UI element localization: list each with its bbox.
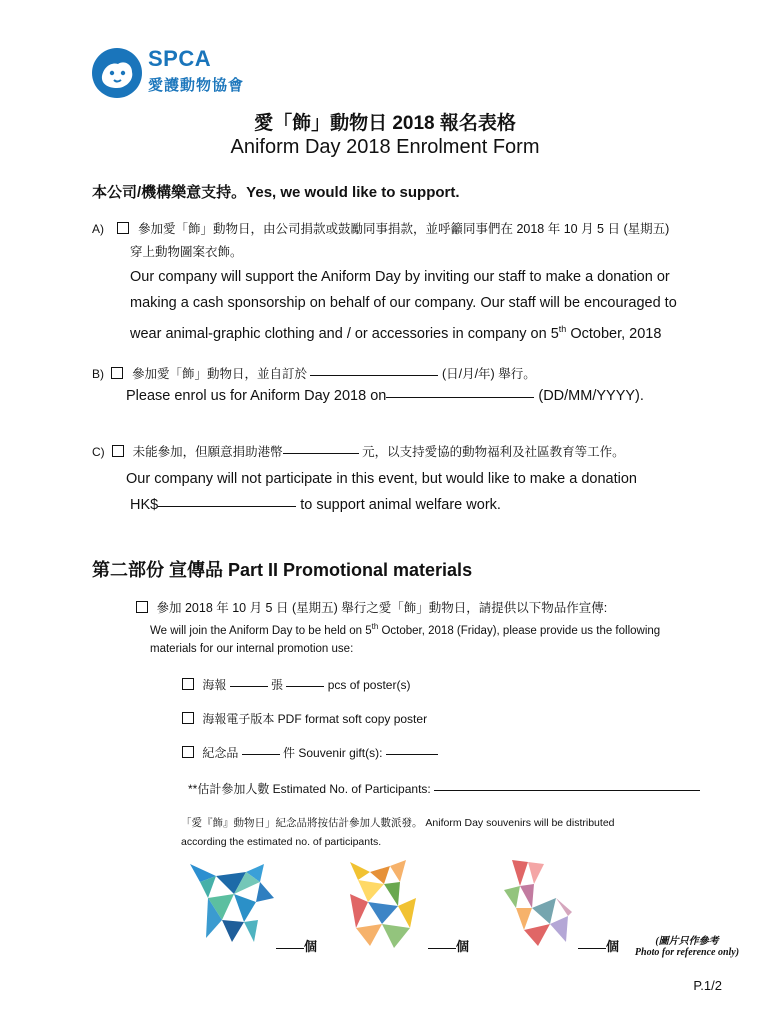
option-b-letter: B) xyxy=(92,367,104,381)
dog-souvenir-image xyxy=(186,858,278,948)
option-b-date-field-zh[interactable] xyxy=(310,375,438,376)
option-b-zh-b: (日/月/年) 舉行。 xyxy=(441,367,536,381)
souvenir-note-2: according the estimated no. of participants. xyxy=(181,836,382,848)
option-a-zh-2: 穿上動物圖案衣飾。 xyxy=(130,245,243,259)
dog-count xyxy=(276,936,317,955)
option-c-amount-field-en[interactable] xyxy=(158,506,296,507)
rabbit-count-unit: 個 xyxy=(606,939,620,954)
spca-logo-icon xyxy=(90,46,144,100)
option-a-en-3sup: th xyxy=(558,324,567,334)
cat-count-field[interactable] xyxy=(428,948,456,949)
option-c-en-2 xyxy=(126,492,637,518)
page-number: P.1/2 xyxy=(693,978,722,993)
spca-logo xyxy=(90,46,250,102)
option-a-checkbox[interactable] xyxy=(117,222,129,234)
part2-join-checkbox[interactable] xyxy=(136,601,148,613)
part2-intro-en-2: materials for our internal promotion use: xyxy=(150,642,354,655)
poster-pcs-field[interactable] xyxy=(286,686,324,687)
souvenir-label: 紀念品 xyxy=(202,746,239,760)
option-b-en-b: (DD/MM/YYYY). xyxy=(538,388,644,404)
part2-intro-en-1 xyxy=(150,618,660,640)
photo-reference-note xyxy=(632,932,742,958)
option-b-date-field-en[interactable] xyxy=(386,397,534,398)
part2-intro-en-1b: October, 2018 (Friday), please provide us the following xyxy=(378,624,661,637)
poster-checkbox[interactable] xyxy=(182,678,194,690)
title-zh: 愛「飾」動物日 2018 報名表格 xyxy=(254,113,516,134)
souvenir-gift-field[interactable] xyxy=(386,754,438,755)
poster-count-field[interactable] xyxy=(230,686,268,687)
part2-intro-zh-line xyxy=(136,598,607,616)
option-c-en xyxy=(126,466,637,518)
option-b-en-line xyxy=(126,388,644,404)
souvenir-line xyxy=(182,744,438,761)
option-c-checkbox[interactable] xyxy=(112,445,124,457)
option-a-en-2: making a cash sponsorship on behalf of our company. Our staff will be encouraged to xyxy=(130,295,677,311)
rabbit-count xyxy=(578,936,619,955)
participants-label: **估計參加人數 Estimated No. of Participants: xyxy=(188,782,431,796)
dog-count-unit: 個 xyxy=(304,939,318,954)
option-a-en-1: Our company will support the Aniform Day by inviting our staff to make a donation or xyxy=(130,269,670,285)
photo-reference-en: Photo for reference only) xyxy=(634,947,740,958)
option-b-checkbox[interactable] xyxy=(111,367,123,379)
cat-count xyxy=(428,936,469,955)
participants-line xyxy=(188,780,700,797)
option-b-zh-a: 參加愛「飾」動物日，並自訂於 xyxy=(131,367,307,381)
softcopy-line xyxy=(182,710,427,727)
option-a-en-3b: October, 2018 xyxy=(566,325,662,342)
softcopy-checkbox[interactable] xyxy=(182,712,194,724)
title-en: Aniform Day 2018 Enrolment Form xyxy=(230,136,540,158)
option-c-amount-field-zh[interactable] xyxy=(283,453,359,454)
option-c-en-2a: HK$ xyxy=(130,497,159,513)
option-a-line1 xyxy=(92,219,669,237)
souvenir-count-field[interactable] xyxy=(242,754,280,755)
souvenir-checkbox[interactable] xyxy=(182,746,194,758)
souvenir-unit: 件 Souvenir gift(s): xyxy=(283,746,383,760)
poster-en: pcs of poster(s) xyxy=(327,678,411,692)
option-c-line1 xyxy=(92,442,625,460)
option-a-en xyxy=(130,264,740,347)
logo-text-zh: 愛護動物協會 xyxy=(148,77,245,94)
dog-count-field[interactable] xyxy=(276,948,304,949)
option-c-zh-b: 元，以支持愛協的動物福利及社區教育等工作。 xyxy=(362,445,625,459)
part2-heading: 第二部份 宣傳品 Part II Promotional materials xyxy=(92,560,473,580)
souvenir-note xyxy=(181,814,615,852)
part1-heading: 本公司/機構樂意支持。Yes, we would like to support. xyxy=(92,184,460,201)
souvenir-note-1: 「愛『飾』動物日」紀念品將按估計參加人數派發。 Aniform Day souvenirs will be distributed xyxy=(181,817,615,829)
softcopy-label: 海報電子版本 PDF format soft copy poster xyxy=(202,712,428,726)
option-a-en-3 xyxy=(130,316,740,347)
option-c-en-2b: to support animal welfare work. xyxy=(300,497,501,513)
part2-intro-en-1a: We will join the Aniform Day to be held on 5 xyxy=(150,624,372,637)
photo-reference-zh: (圖片只作參考 xyxy=(655,936,719,947)
option-b-en-a: Please enrol us for Aniform Day 2018 on xyxy=(126,388,387,404)
option-c-zh-a: 未能參加，但願意捐助港幣 xyxy=(132,445,283,459)
poster-unit: 張 xyxy=(271,678,284,692)
cat-souvenir-image xyxy=(340,858,424,950)
part2-intro-en xyxy=(150,618,660,658)
option-a-zh-1: 參加愛「飾」動物日，由公司捐款或鼓勵同事捐款，並呼籲同事們在 2018 年 10 月 5 日 (星期五) xyxy=(137,222,670,236)
option-c-en-1: Our company will not participate in this event, but would like to make a donation xyxy=(126,471,637,487)
cat-count-unit: 個 xyxy=(456,939,470,954)
poster-line xyxy=(182,676,410,693)
poster-label: 海報 xyxy=(202,678,227,692)
option-a-en-3a: wear animal-graphic clothing and / or accessories in company on 5 xyxy=(130,325,559,342)
participants-field[interactable] xyxy=(434,790,700,791)
part2-intro-en-1sup: th xyxy=(371,622,379,631)
logo-text-en: SPCA xyxy=(148,46,212,71)
option-a-letter: A) xyxy=(92,222,104,236)
option-b-line1 xyxy=(92,364,536,382)
part2-intro-zh: 參加 2018 年 10 月 5 日 (星期五) 舉行之愛「飾」動物日，請提供以下物品作宣傳: xyxy=(156,601,608,615)
rabbit-count-field[interactable] xyxy=(578,948,606,949)
option-c-letter: C) xyxy=(92,445,105,459)
rabbit-souvenir-image xyxy=(494,858,576,948)
